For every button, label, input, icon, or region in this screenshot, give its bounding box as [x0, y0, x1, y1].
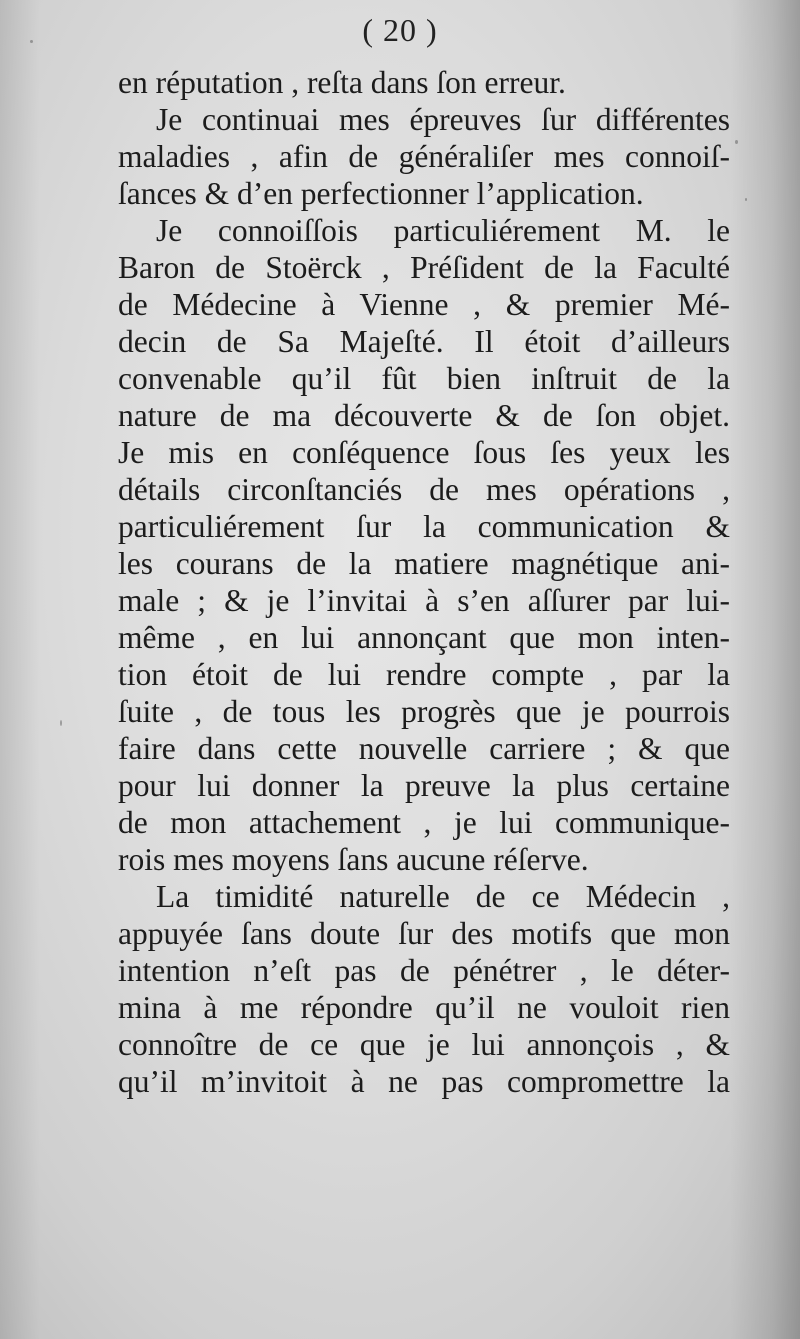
paper-speck — [30, 40, 33, 43]
paragraph — [118, 64, 730, 101]
text-line: male ; & je l’invitai à s’en aſſurer par lui- — [118, 583, 730, 618]
text-line: pour lui donner la preuve la plus certaine — [118, 768, 730, 803]
text-line: ſuite , de tous les progrès que je pourrois — [118, 694, 730, 729]
page-number: ( 20 ) — [362, 12, 438, 48]
text-line: Je connoiſſois particuliérement M. le — [156, 213, 730, 248]
body-text — [118, 64, 730, 1100]
text-line: Je mis en conſéquence ſous ſes yeux les — [118, 435, 730, 470]
text-line: mina à me répondre qu’il ne vouloit rien — [118, 990, 730, 1025]
text-line: La timidité naturelle de ce Médecin , — [156, 879, 730, 914]
text-line: en réputation , reſta dans ſon erreur. — [118, 65, 566, 100]
text-line: de mon attachement , je lui communique- — [118, 805, 730, 840]
paragraph — [118, 878, 730, 1100]
paragraph — [118, 101, 730, 212]
text-line: ſances & d’en perfectionner l’application. — [118, 176, 644, 211]
page-edge-shadow-right — [730, 0, 800, 1339]
paper-speck — [735, 140, 738, 144]
text-line: appuyée ſans doute ſur des motifs que mon — [118, 916, 730, 951]
text-line: qu’il m’invitoit à ne pas compromettre la — [118, 1064, 730, 1099]
text-line: Baron de Stoërck , Préſident de la Faculté — [118, 250, 730, 285]
text-line: de Médecine à Vienne , & premier Mé- — [118, 287, 730, 322]
text-line: même , en lui annonçant que mon inten- — [118, 620, 730, 655]
text-line: Je continuai mes épreuves ſur différentes — [156, 102, 730, 137]
text-line: détails circonſtanciés de mes opérations , — [118, 472, 730, 507]
text-line: nature de ma découverte & de ſon objet. — [118, 398, 730, 433]
text-line: convenable qu’il fût bien inſtruit de la — [118, 361, 730, 396]
text-line: connoître de ce que je lui annonçois , & — [118, 1027, 730, 1062]
text-line: faire dans cette nouvelle carriere ; & que — [118, 731, 730, 766]
text-line: decin de Sa Majeſté. Il étoit d’ailleurs — [118, 324, 730, 359]
page-edge-shadow-left — [0, 0, 40, 1339]
text-line: les courans de la matiere magnétique ani- — [118, 546, 730, 581]
text-line: intention n’eſt pas de pénétrer , le déter- — [118, 953, 730, 988]
paper-speck — [745, 198, 747, 201]
text-line: rois mes moyens ſans aucune réſerve. — [118, 842, 589, 877]
paper-speck — [60, 720, 62, 726]
paragraph — [118, 212, 730, 878]
text-line: particuliérement ſur la communication & — [118, 509, 730, 544]
text-line: maladies , afin de généraliſer mes connoiſ- — [118, 139, 730, 174]
text-line: tion étoit de lui rendre compte , par la — [118, 657, 730, 692]
